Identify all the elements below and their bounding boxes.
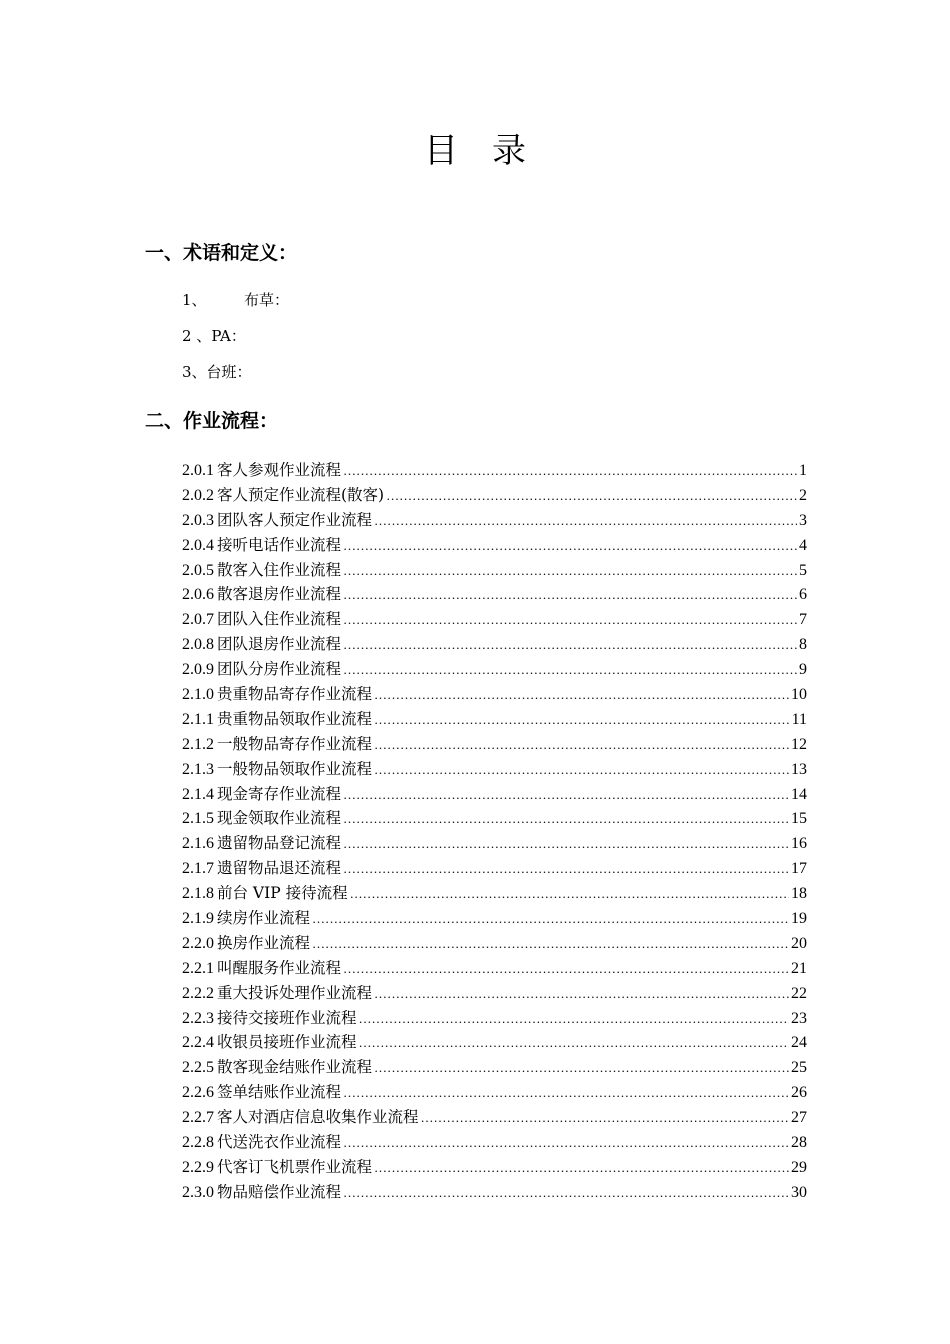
toc-entry[interactable] [182,856,807,881]
toc-entry-page-number: 21 [791,959,807,977]
toc-entry-page-number: 12 [791,735,807,753]
toc-entry[interactable] [182,632,807,657]
toc-dot-leader [343,633,797,657]
toc-entry-number: 2.1.5 [182,810,214,828]
term-item [182,289,289,311]
toc-dot-leader [343,957,789,981]
toc-entry-page-number: 11 [791,710,807,728]
toc-dot-leader [343,1181,789,1205]
toc-entry-title: 前台 VIP 接待流程 [217,884,348,903]
toc-entry-page-number: 5 [799,561,807,579]
toc-entry[interactable] [182,1155,807,1180]
toc-entry-title: 接待交接班作业流程 [217,1008,357,1027]
toc-entry-number: 2.1.4 [182,785,214,803]
toc-dot-leader [343,658,797,682]
toc-entry-number: 2.2.8 [182,1134,214,1152]
toc-dot-leader [343,832,789,856]
toc-entry[interactable] [182,1130,807,1155]
toc-dot-leader [343,857,789,881]
toc-entry-title: 收银员接班作业流程 [217,1033,357,1052]
toc-entry[interactable] [182,1105,807,1130]
toc-entry[interactable] [182,806,807,831]
toc-entry-number: 2.2.0 [182,934,214,952]
toc-entry[interactable] [182,1006,807,1031]
toc-entry[interactable] [182,1030,807,1055]
toc-entry-title: 换房作业流程 [217,933,311,952]
toc-dot-leader [374,733,789,757]
toc-entry-number: 2.2.4 [182,1034,214,1052]
toc-entry-number: 2.3.0 [182,1183,214,1201]
toc-entry-title: 团队入住作业流程 [217,610,342,629]
toc-entry-title: 一般物品寄存作业流程 [217,734,373,753]
toc-dot-leader [343,459,797,483]
toc-entry-title: 签单结账作业流程 [217,1083,342,1102]
toc-dot-leader [359,1031,789,1055]
toc-entry[interactable] [182,1055,807,1080]
toc-entry-page-number: 6 [799,586,807,604]
toc-entry-number: 2.1.3 [182,760,214,778]
toc-entry-number: 2.1.6 [182,835,214,853]
toc-dot-leader [343,559,797,583]
toc-dot-leader [374,683,789,707]
toc-entry-title: 重大投诉处理作业流程 [217,983,373,1002]
toc-entry-number: 2.2.5 [182,1059,214,1077]
toc-entry-page-number: 27 [791,1109,807,1127]
page-title [0,128,950,174]
toc-entry-number: 2.0.6 [182,586,214,604]
toc-entry-title: 团队退房作业流程 [217,635,342,654]
toc-dot-leader [374,1056,789,1080]
toc-entry-page-number: 23 [791,1009,807,1027]
toc-entry-page-number: 30 [791,1183,807,1201]
toc-entry-title: 代客订飞机票作业流程 [217,1157,373,1176]
toc-entry-number: 2.2.3 [182,1009,214,1027]
toc-entry-title: 代送洗衣作业流程 [217,1133,342,1152]
toc-entry-title: 散客现金结账作业流程 [217,1058,373,1077]
toc-entry-page-number: 3 [799,511,807,529]
toc-entry[interactable] [182,558,807,583]
toc-dot-leader [374,1156,789,1180]
toc-entry-number: 2.2.6 [182,1084,214,1102]
toc-entry-title: 遗留物品登记流程 [217,834,342,853]
toc-entry-page-number: 9 [799,661,807,679]
toc-entry-number: 2.0.9 [182,661,214,679]
toc-entry-number: 2.1.7 [182,860,214,878]
toc-entry-number: 2.0.2 [182,486,214,504]
term-item [182,361,252,383]
section-heading-terms: 一、术语和定义： [145,242,298,264]
toc-entry-page-number: 17 [791,860,807,878]
toc-entry-title: 续房作业流程 [217,909,311,928]
toc-entry-page-number: 15 [791,810,807,828]
toc-entry-title: 一般物品领取作业流程 [217,759,373,778]
toc-entry-number: 2.0.4 [182,536,214,554]
toc-entry-page-number: 10 [791,686,807,704]
toc-entry-number: 2.1.8 [182,885,214,903]
section-heading-workflow: 二、作业流程： [145,410,279,432]
toc-entry[interactable] [182,1080,807,1105]
toc-dot-leader [312,907,789,931]
toc-entry-title: 团队分房作业流程 [217,660,342,679]
term-label: PA： [211,327,246,345]
toc-entry-page-number: 26 [791,1084,807,1102]
toc-entry[interactable] [182,981,807,1006]
toc-entry[interactable] [182,483,807,508]
term-label: 台班： [206,363,252,381]
toc-entry-number: 2.0.5 [182,561,214,579]
toc-entry-number: 2.1.9 [182,910,214,928]
toc-entry-title: 叫醒服务作业流程 [217,958,342,977]
term-number: 1、 [182,291,207,309]
toc-entry-number: 2.2.7 [182,1109,214,1127]
toc-entry[interactable] [182,881,807,906]
toc-entry-number: 2.1.1 [182,710,214,728]
toc-dot-leader [359,1007,789,1031]
toc-entry-number: 2.0.7 [182,611,214,629]
toc-entry[interactable] [182,732,807,757]
toc-entry-number: 2.2.9 [182,1158,214,1176]
toc-dot-leader [343,534,797,558]
toc-entry[interactable] [182,682,807,707]
toc-dot-leader [312,932,789,956]
toc-entry[interactable] [182,582,807,607]
toc-dot-leader [343,783,789,807]
toc-entry-page-number: 29 [791,1158,807,1176]
term-item [182,325,246,347]
toc-entry-page-number: 20 [791,934,807,952]
toc-entry[interactable] [182,458,807,483]
toc-dot-leader [374,758,789,782]
title-char-2: 录 [492,131,526,171]
toc-dot-leader [343,608,797,632]
toc-entry[interactable] [182,657,807,682]
toc-entry-number: 2.0.1 [182,462,214,479]
toc-dot-leader [386,484,797,508]
toc-entry[interactable] [182,782,807,807]
toc-entry-page-number: 14 [791,785,807,803]
term-label: 布草： [244,291,290,309]
toc-entry-page-number: 4 [799,536,807,554]
toc-entry-title: 团队客人预定作业流程 [217,510,373,529]
toc-entry-page-number: 19 [791,910,807,928]
toc-entry-title: 现金寄存作业流程 [217,784,342,803]
toc-entry[interactable] [182,533,807,558]
toc-entry-title: 贵重物品领取作业流程 [217,709,373,728]
toc-dot-leader [374,708,790,732]
toc-dot-leader [374,509,797,533]
toc-entry[interactable] [182,707,807,732]
toc-entry-title: 客人预定作业流程(散客) [217,485,385,504]
toc-entry[interactable] [182,508,807,533]
toc-entry-number: 2.0.8 [182,636,214,654]
toc-entry-number: 2.2.1 [182,959,214,977]
toc-entry-page-number: 28 [791,1134,807,1152]
term-number: 2 、 [182,327,212,345]
toc-entry-title: 遗留物品退还流程 [217,859,342,878]
toc-dot-leader [343,1131,789,1155]
toc-entry-number: 2.1.0 [182,686,214,704]
toc-entry[interactable] [182,906,807,931]
term-number: 3、 [182,363,207,381]
table-of-contents [182,458,807,1205]
toc-entry-page-number: 25 [791,1059,807,1077]
toc-entry[interactable] [182,831,807,856]
toc-dot-leader [350,882,789,906]
toc-dot-leader [343,1081,789,1105]
title-char-1: 目 [424,131,458,171]
toc-entry-title: 物品赔偿作业流程 [217,1182,342,1201]
toc-entry-title: 散客退房作业流程 [217,585,342,604]
toc-dot-leader [343,807,789,831]
toc-entry-page-number: 16 [791,835,807,853]
toc-entry-title: 现金领取作业流程 [217,809,342,828]
toc-entry[interactable] [182,931,807,956]
toc-entry-page-number: 1 [799,462,807,479]
toc-entry[interactable] [182,956,807,981]
toc-entry[interactable] [182,757,807,782]
toc-entry-page-number: 7 [799,611,807,629]
toc-entry-title: 客人参观作业流程 [217,461,342,479]
toc-entry[interactable] [182,607,807,632]
toc-entry-title: 客人对酒店信息收集作业流程 [217,1108,419,1127]
toc-entry-number: 2.2.2 [182,984,214,1002]
toc-entry-page-number: 8 [799,636,807,654]
toc-entry[interactable] [182,1180,807,1205]
toc-entry-page-number: 13 [791,760,807,778]
toc-entry-number: 2.1.2 [182,735,214,753]
toc-entry-title: 贵重物品寄存作业流程 [217,685,373,704]
toc-entry-page-number: 24 [791,1034,807,1052]
toc-dot-leader [421,1106,789,1130]
toc-entry-number: 2.0.3 [182,511,214,529]
toc-entry-page-number: 22 [791,984,807,1002]
toc-dot-leader [374,982,789,1006]
toc-dot-leader [343,583,797,607]
toc-entry-page-number: 18 [791,885,807,903]
toc-entry-title: 散客入住作业流程 [217,560,342,579]
toc-entry-page-number: 2 [799,486,807,504]
toc-entry-title: 接听电话作业流程 [217,535,342,554]
